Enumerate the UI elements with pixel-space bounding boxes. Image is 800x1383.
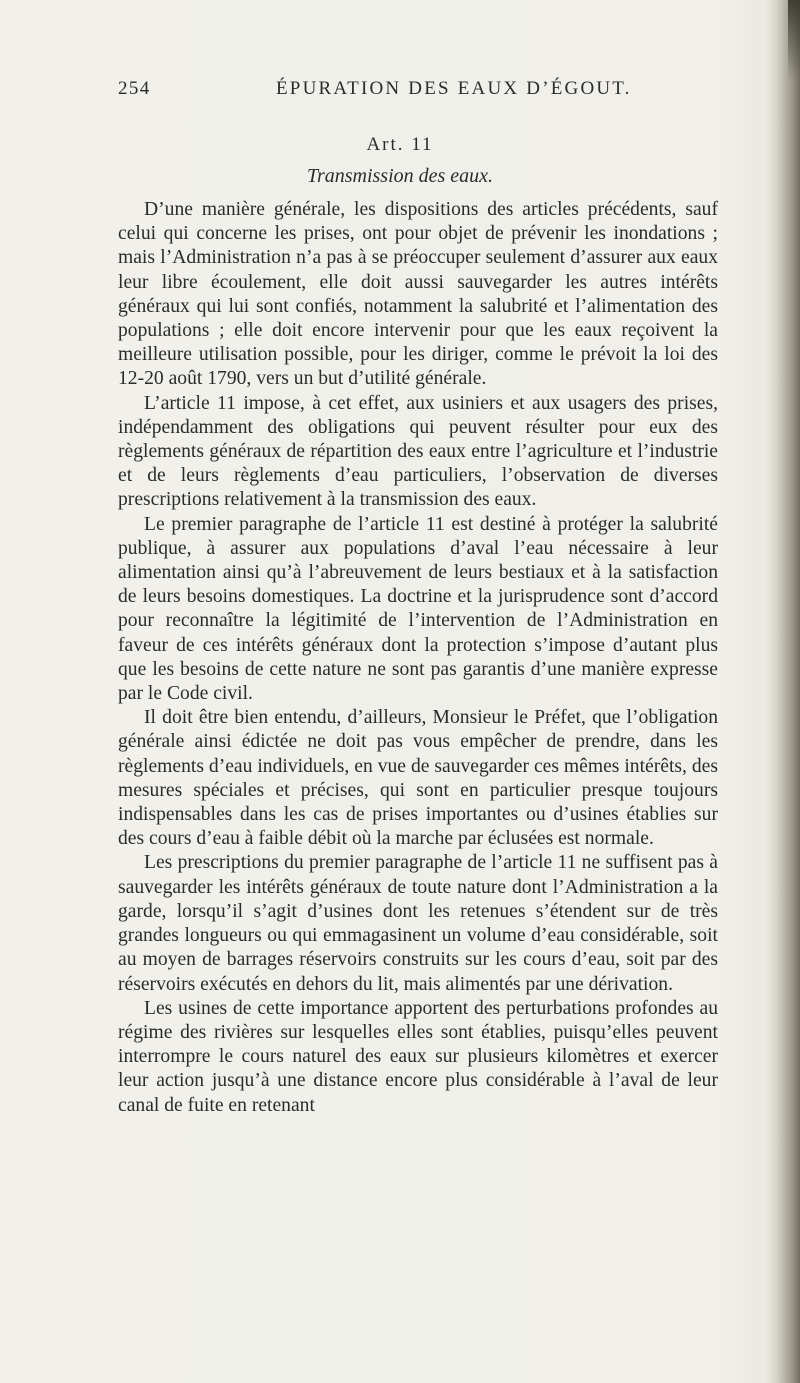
section-title: Transmission des eaux.: [306, 165, 494, 187]
running-title: ÉPURATION DES EAUX D’ÉGOUT.: [276, 78, 632, 99]
paragraph: Les usines de cette importance apportent des perturbations profondes au régime des rivières sur lesquelles elles sont établies, puisqu’elles peuvent interrompre le cours naturel des eaux sur plusieurs kilomètres et exercer leur action jusqu’à une distance encore plus considérable à l’aval de leur canal de fuite en retenant: [118, 997, 718, 1116]
paragraph: D’une manière générale, les dispositions des articles précédents, sauf celui qui concerne les prises, ont pour objet de prévenir les inondations ; mais l’Administration n’a pas à se préoccuper seulement d’assurer aux eaux leur libre écoulement, elle doit aussi sauvegarder les autres intérêts généraux qui lui sont confiés, notamment la salubrité et l’alimentation des populations ; elle doit encore intervenir pour que les eaux reçoivent la meilleure utilisation possible, pour les diriger, comme le prévoit la loi des 12-20 août 1790, vers un but d’utilité générale.: [118, 199, 718, 390]
article-number: Art. 11: [366, 134, 434, 155]
body-text: [118, 198, 718, 1118]
paragraph: Les prescriptions du premier paragraphe de l’article 11 ne suffisent pas à sauvegarder les intérêts généraux de toute nature dont l’Administration a la garde, lorsqu’il s’agit d’usines dont les retenues s’étendent sur de très grandes longueurs ou qui emmagasinent un volume d’eau considérable, soit au moyen de barrages réservoirs construits sur les cours d’eau, soit par des réservoirs exécutés en dehors du lit, mais alimentés par une dérivation.: [118, 852, 718, 995]
paragraph: L’article 11 impose, à cet effet, aux usiniers et aux usagers des prises, indépendamment des obligations qui peuvent résulter pour eux des règlements généraux de répartition des eaux entre l’agriculture et l’industrie et de leurs règlements d’eau particuliers, l’observation de diverses prescriptions relativement à la transmission des eaux.: [118, 392, 718, 511]
paragraph: Il doit être bien entendu, d’ailleurs, Monsieur le Préfet, que l’obligation générale ainsi édictée ne doit pas vous empêcher de prendre, dans les règlements d’eau individuels, en vue de sauvegarder ces mêmes intérêts, des mesures spéciales et précises, qui sont en particulier presque toujours indispensables dans les cas de prises importantes ou d’usines établies sur des cours d’eau à faible débit où la marche par éclusées est normale.: [118, 707, 718, 850]
paragraph: Le premier paragraphe de l’article 11 est destiné à protéger la salubrité publique, à assurer aux populations d’aval l’eau nécessaire à leur alimentation ainsi qu’à l’abreuvement de leurs bestiaux et à la satisfaction de leurs besoins domestiques. La doctrine et la jurisprudence sont d’accord pour reconnaître la légitimité de l’intervention de l’Administration en faveur de ces intérêts généraux dont la protection s’impose d’autant plus que les besoins de cette nature ne sont pas garantis d’une manière expresse par le Code civil.: [118, 513, 718, 705]
running-header: [118, 78, 706, 102]
page-corner-shadow: [788, 0, 800, 80]
page-number: 254: [118, 78, 151, 99]
page-edge-shadow: [766, 0, 800, 1383]
